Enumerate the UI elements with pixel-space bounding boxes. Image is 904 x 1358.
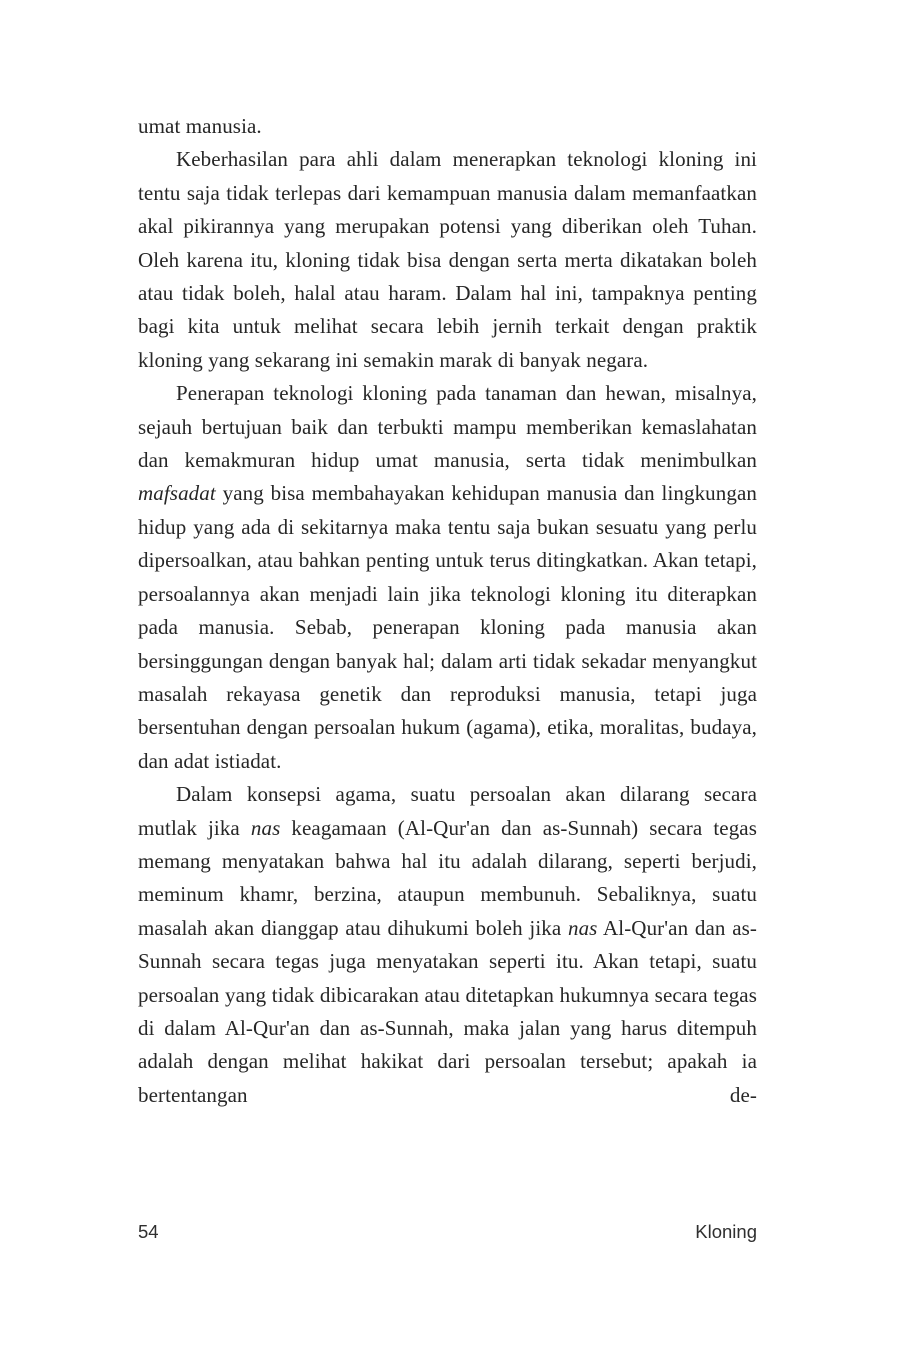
text-run: yang bisa membahayakan kehidupan manusia dan lingkungan hidup yang ada di sekitarnya maka tentu saja bukan sesuatu yang perlu dipersoalkan, atau bahkan penting untuk terus ditingkatkan. Akan tetapi, persoalannya akan menjadi lain jika teknologi kloning itu diterapkan pada manusia. Sebab, penerapan kloning pada manusia akan bersinggungan dengan banyak hal; dalam arti tidak sekadar menyangkut masalah rekayasa genetik dan reproduksi manusia, tetapi juga bersentuhan dengan persoalan hukum (agama), etika, moralitas, budaya, dan adat istiadat.: [138, 481, 757, 773]
running-title: Kloning: [695, 1221, 757, 1242]
italic-term: nas: [567, 915, 598, 940]
text-run: umat manusia.: [138, 114, 262, 138]
italic-term: nas: [250, 815, 281, 840]
paragraph: [138, 377, 757, 778]
paragraph: [138, 143, 757, 377]
text-run: Penerapan teknologi kloning pada tanaman dan hewan, misalnya, sejauh bertujuan baik dan terbukti mampu memberikan kemaslahatan dan kemakmuran hidup umat manusia, serta tidak menimbulkan: [138, 381, 757, 473]
italic-term: mafsadat: [138, 481, 216, 506]
footer: [138, 1221, 757, 1243]
text-run: Al-Qur'an dan as-Sunnah secara tegas juga menyatakan seperti itu. Akan tetapi, suatu persoalan yang tidak dibicarakan atau ditetapkan hukumnya secara tegas di dalam Al-Qur'an dan as-Sunnah, maka jalan yang harus ditempuh adalah dengan melihat hakikat dari persoalan tersebut; apakah ia bertentangan de-: [138, 915, 757, 1107]
paragraph: [138, 778, 757, 1112]
text-run: Dalam konsepsi agama, suatu persoalan akan dilarang secara mutlak jika: [138, 782, 757, 840]
text-run: keagamaan (Al-Qur'an dan as-Sunnah) secara tegas memang menyatakan bahwa hal itu adalah dilarang, seperti berjudi, meminum khamr, berzina, ataupun membunuh. Sebaliknya, suatu masalah akan dianggap atau dihukumi boleh jika: [138, 815, 757, 940]
text-block: [138, 110, 757, 1112]
page-number: 54: [138, 1221, 159, 1242]
text-run: Keberhasilan para ahli dalam menerapkan teknologi kloning ini tentu saja tidak terlepas dari kemampuan manusia dalam memanfaatkan akal pikirannya yang merupakan potensi yang diberikan oleh Tuhan. Oleh karena itu, kloning tidak bisa dengan serta merta dikatakan boleh atau tidak boleh, halal atau haram. Dalam hal ini, tampaknya penting bagi kita untuk melihat secara lebih jernih terkait dengan praktik kloning yang sekarang ini semakin marak di banyak negara.: [138, 147, 757, 372]
paragraph: [138, 110, 757, 143]
